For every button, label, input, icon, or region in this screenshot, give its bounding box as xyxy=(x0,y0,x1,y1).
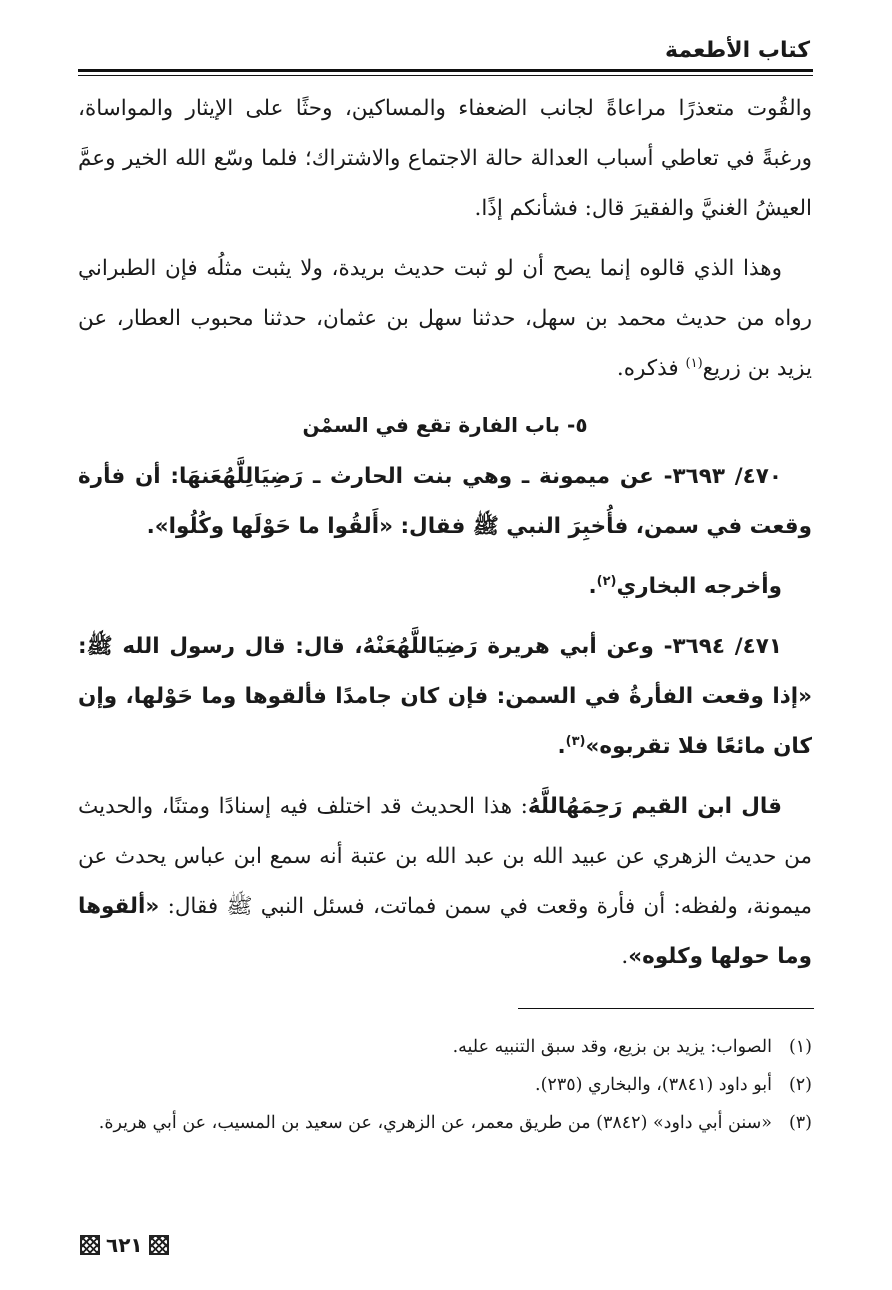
paragraph-3-tail: . xyxy=(621,944,629,969)
footnote-1-text: الصواب: يزيد بن بزيع، وقد سبق التنبيه عليه. xyxy=(452,1037,772,1057)
footnote-separator xyxy=(518,1008,814,1009)
footnote-2 xyxy=(78,1066,812,1104)
hadith-470: ٤٧٠/ ٣٦٩٣- عن ميمونة ـ وهي بنت الحارث ـ رَضِيَالِلَّهُعَنهَا: أن فأرة وقعت في سمن، فأُخبِرَ النبي ﷺ فقال: «أَلقُوا ما حَوْلَها وكُلُوا». xyxy=(78,464,812,539)
takhrij-tail: . xyxy=(588,574,597,599)
ornament-icon xyxy=(80,1235,100,1255)
hadith-471 xyxy=(78,622,812,772)
footnote-2-number: (٢) xyxy=(788,1075,812,1095)
footnote-2-text: أبو داود (٣٨٤١)، والبخاري (٢٣٥). xyxy=(535,1075,772,1095)
takhrij-bukhari xyxy=(78,562,812,612)
paragraph-2 xyxy=(78,244,812,394)
footnote-1 xyxy=(78,1028,812,1066)
paragraph-3-quote: «ألقوها وما حولها وكلوه» xyxy=(78,894,812,969)
paragraph-2-text: وهذا الذي قالوه إنما يصح أن لو ثبت حديث بريدة، ولا يثبت مثلُه فإن الطبراني رواه من حديث محمد بن سهل، حدثنا سهل بن عثمان، حدثنا محبوب العطار، عن يزيد بن زريع xyxy=(78,256,812,381)
takhrij-text: وأخرجه البخاري xyxy=(616,574,782,599)
paragraph-2-tail: فذكره. xyxy=(616,356,686,381)
page-header-title: كتاب الأطعمة xyxy=(665,38,810,63)
footnote-ref-2: (٢) xyxy=(596,573,617,589)
footnote-1-number: (١) xyxy=(788,1037,812,1057)
ibn-qayyim-speaker: قال ابن القيم رَحِمَهُاللَّهُ xyxy=(527,794,782,819)
ornament-icon xyxy=(149,1235,169,1255)
paragraph-1: والقُوت متعذرًا مراعاةً لجانب الضعفاء والمساكين، وحثًا على الإيثار والمواساة، ورغبةً في تعاطي أسباب العدالة حالة الاجتماع والاشتراك؛ فلما وسّع الله الخير وعمَّ العيشُ الغنيَّ والفقيرَ قال: فشأنكم إذًا. xyxy=(78,96,812,221)
paragraph-3 xyxy=(78,782,812,982)
hadith-471-text: ٤٧١/ ٣٦٩٤- وعن أبي هريرة رَضِيَاللَّهُعَنْهُ، قال: قال رسول الله ﷺ: «إذا وقعت الفأرةُ في السمن: فإن كان جامدًا فألقوها وما حَوْلها، وإن كان مائعًا فلا تقربوه» xyxy=(78,634,812,759)
hadith-471-tail: . xyxy=(557,734,566,759)
footnote-3-number: (٣) xyxy=(788,1113,812,1133)
chapter-heading: ٥- باب الفارة تقع في السمْن xyxy=(302,413,588,437)
footnotes xyxy=(78,1028,812,1142)
page-number: ٦٢١ xyxy=(106,1233,143,1257)
main-text xyxy=(78,84,812,992)
paragraph-3-text: : هذا الحديث قد اختلف فيه إسنادًا ومتنًا، والحديث من حديث الزهري عن عبيد الله بن عبد الله بن عتبة أنه سمع ابن عباس يحدث عن ميمونة، ولفظه: أن فأرة وقعت في سمن فماتت، فسئل النبي ﷺ فقال: xyxy=(78,794,812,919)
footnote-ref-3: (٣) xyxy=(565,733,586,749)
page-number-block xyxy=(80,1233,169,1257)
footnote-3-text: «سنن أبي داود» (٣٨٤٢) من طريق معمر، عن الزهري، عن سعيد بن المسيب، عن أبي هريرة. xyxy=(98,1113,772,1133)
header-rule-thick xyxy=(78,69,813,72)
footnote-ref-1: (١) xyxy=(685,355,703,371)
footnote-3 xyxy=(78,1104,812,1142)
header-rule-thin xyxy=(78,75,813,76)
